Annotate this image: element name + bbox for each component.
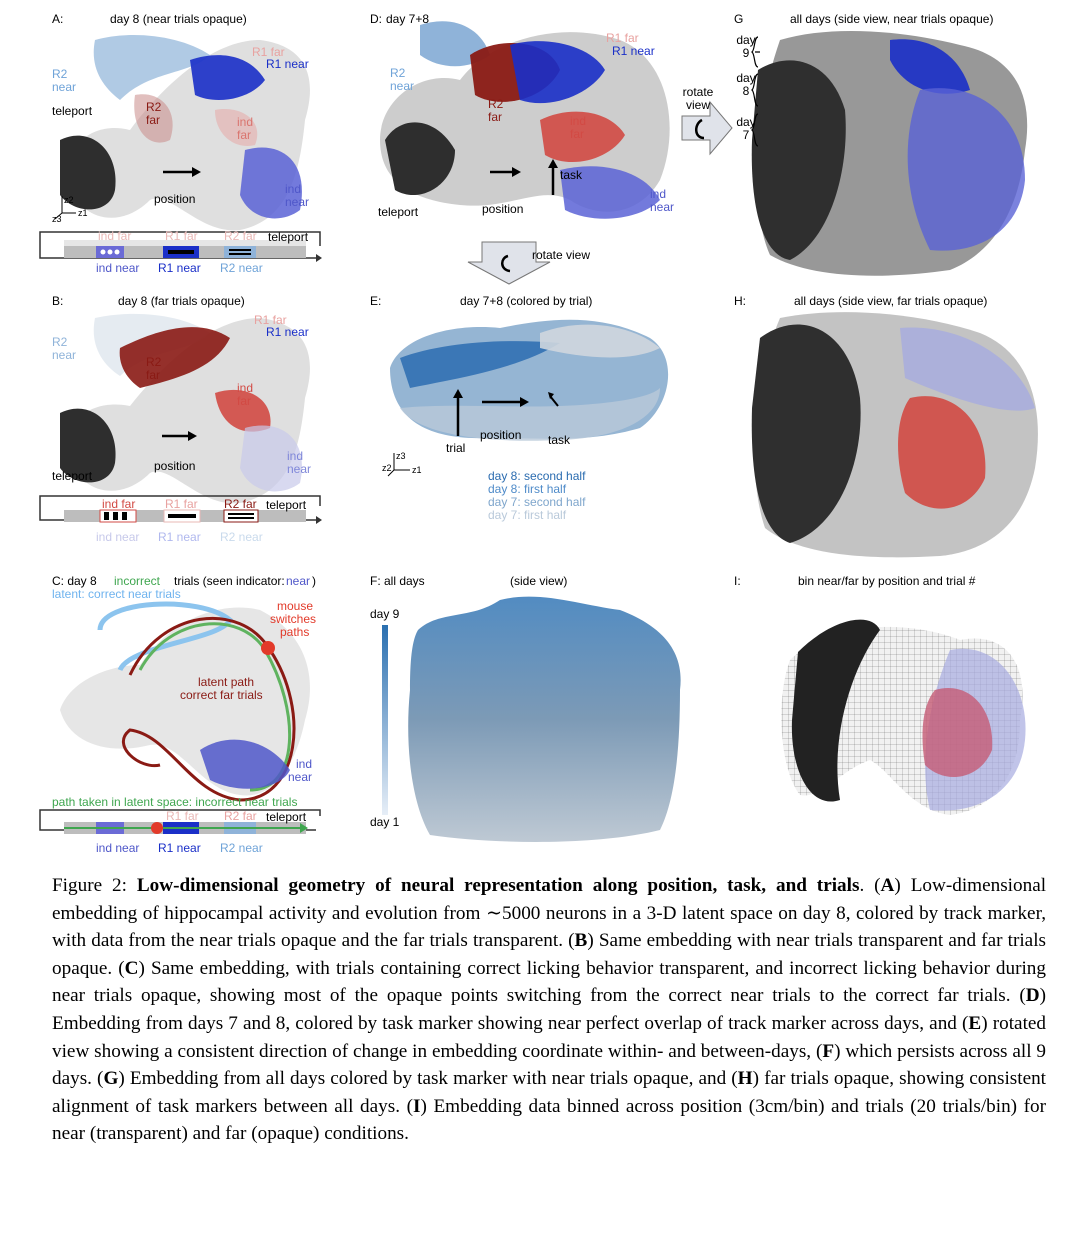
label-b-position: position xyxy=(154,459,196,473)
track-c-r2near: R2 near xyxy=(220,841,263,855)
colorbar-bottom: day 1 xyxy=(370,815,400,829)
track-b-r1near: R1 near xyxy=(158,530,201,544)
label-g-day8: day 8 xyxy=(736,71,756,98)
track-r1far: R1 far xyxy=(165,229,198,243)
track-c-r2far: R2 far xyxy=(224,809,257,823)
track-b-r2near: R2 near xyxy=(220,530,263,544)
panel-c xyxy=(0,570,340,860)
track-indnear: ind near xyxy=(96,261,140,275)
label-b-r2near: R2 near xyxy=(52,335,77,362)
track-r2near: R2 near xyxy=(220,261,263,275)
panel-e-title: day 7+8 (colored by trial) xyxy=(460,294,593,308)
label-e-position: position xyxy=(480,428,522,442)
panel-d xyxy=(360,0,690,285)
panel-b-label: B: xyxy=(52,294,64,308)
label-indfar: ind far xyxy=(237,115,254,142)
label-correct-far: correct far trials xyxy=(180,688,263,702)
axis-z1: z1 xyxy=(78,208,88,218)
label-indnear: ind near xyxy=(285,182,310,209)
label-position: position xyxy=(154,192,196,206)
label-path-taken: path taken in latent space: incorrect near trials xyxy=(52,795,298,809)
label-d-indfar: ind far xyxy=(570,114,587,141)
panel-i xyxy=(680,570,1080,860)
track-b-r2far: R2 far xyxy=(224,497,257,511)
track-c-indnear: ind near xyxy=(96,841,140,855)
panel-a-label: A: xyxy=(52,12,64,26)
track-b-indfar: ind far xyxy=(102,497,136,511)
label-mouse: mouse xyxy=(277,599,314,613)
panel-f-label: F: all days xyxy=(370,574,425,588)
caption-text-h: far trials opaque, showing consistent alignment of task markers between all days. xyxy=(52,1068,1047,1117)
panel-g xyxy=(680,0,1080,285)
caption-panel-c: C xyxy=(124,957,139,979)
label-latent: latent: correct near trials xyxy=(52,587,181,601)
panel-c-title-incorrect: incorrect xyxy=(114,574,161,588)
axis-e-z1: z1 xyxy=(412,465,422,475)
caption-text-c: Same embedding, with trials containing correct licking behavior transparent, and incorrect licking behavior during near trials opaque, showing most of the opaque points switching from the correct near trials to the correct far trials. xyxy=(52,957,1046,1007)
label-switches: switches xyxy=(270,612,317,626)
label-b-indnear: ind near xyxy=(287,449,312,476)
legend-e-2: day 7: second half xyxy=(488,495,586,509)
legend-e-1: day 8: first half xyxy=(488,482,567,496)
axis-e-z3: z3 xyxy=(396,451,406,461)
track-indfar: ind far xyxy=(98,229,132,243)
label-d-r1near: R1 near xyxy=(612,44,655,58)
panel-d-label: D: xyxy=(370,12,382,26)
panel-c-title-rest: trials (seen indicator: xyxy=(174,574,285,588)
caption-text-g: Embedding from all days colored by task marker with near trials opaque, and xyxy=(129,1068,727,1090)
label-g-day7: day 7 xyxy=(736,115,756,142)
panel-f xyxy=(360,570,690,860)
track-b-r1far: R1 far xyxy=(165,497,198,511)
axis-e-z2: z2 xyxy=(382,463,392,473)
caption-text-a: Low-dimensional embedding of hippocampal activity and evolution from ∼5000 neurons in a 3-D latent space on day 8, colored by track marker, with data from the near trials opaque and the far trials transparent. xyxy=(52,875,1047,952)
caption-panel-a: A xyxy=(880,875,895,896)
legend-e-3: day 7: first half xyxy=(488,508,567,522)
label-d-r2near: R2 near xyxy=(390,66,415,93)
caption-text-b: Same embedding with near trials transparent and far trials opaque. xyxy=(52,930,1046,979)
caption-text-d: Embedding from days 7 and 8, colored by task marker showing near perfect overlap of track marker across days, and xyxy=(52,1012,957,1034)
label-d-task: task xyxy=(560,168,583,182)
legend-e-0: day 8: second half xyxy=(488,469,586,483)
caption-panel-h: H xyxy=(737,1068,753,1090)
label-d-teleport: teleport xyxy=(378,205,419,219)
caption-title: Low-dimensional geometry of neural representation along position, task, and trials xyxy=(136,875,860,896)
label-b-r1near: R1 near xyxy=(266,325,309,339)
panel-c-title-near: near xyxy=(286,574,311,588)
panel-d-title: day 7+8 xyxy=(386,12,430,26)
label-d-rotate: rotate view xyxy=(532,248,591,262)
caption-panel-b: B xyxy=(574,930,588,952)
label-g-rotate: rotate view xyxy=(682,85,714,112)
panel-c-label: C: day 8 xyxy=(52,574,97,588)
label-b-indfar: ind far xyxy=(237,381,254,408)
label-teleport: teleport xyxy=(52,104,93,118)
label-e-task: task xyxy=(548,433,571,447)
label-paths: paths xyxy=(280,625,310,639)
caption-panel-f: F xyxy=(822,1040,835,1062)
track-b-teleport: teleport xyxy=(266,498,307,512)
panel-g-label: G xyxy=(734,12,744,26)
panel-a-title: day 8 (near trials opaque) xyxy=(110,12,247,26)
label-d-r1far: R1 far xyxy=(606,31,639,45)
panel-h-title: all days (side view, far trials opaque) xyxy=(794,294,988,308)
panel-g-title: all days (side view, near trials opaque) xyxy=(790,12,994,26)
label-r2far: R2 far xyxy=(146,100,162,127)
label-b-r1far: R1 far xyxy=(254,313,287,327)
caption-panel-g: G xyxy=(103,1068,119,1090)
caption-panel-d: D xyxy=(1025,985,1040,1007)
caption-text-e: rotated view showing a consistent direction of change in embedding coordinate within- and between-days, xyxy=(52,1012,1047,1062)
panel-e-label: E: xyxy=(370,294,382,308)
panel-f-embedding xyxy=(360,570,690,860)
label-c-ind: ind xyxy=(296,757,313,771)
label-latent-path: latent path xyxy=(198,675,255,689)
panel-b-title: day 8 (far trials opaque) xyxy=(118,294,245,308)
caption-panel-i: I xyxy=(413,1095,421,1117)
track-c-r1near: R1 near xyxy=(158,841,201,855)
label-r2near: R2 near xyxy=(52,67,77,94)
panel-e xyxy=(360,288,690,560)
panel-f-title: (side view) xyxy=(510,574,568,588)
colorbar-top: day 9 xyxy=(370,607,400,621)
label-d-r2far: R2 far xyxy=(488,97,504,124)
label-c-near: near xyxy=(288,770,313,784)
panel-c-title-close: ) xyxy=(312,574,316,588)
track-teleport: teleport xyxy=(268,230,309,244)
track-r1near: R1 near xyxy=(158,261,201,275)
label-e-trial: trial xyxy=(446,441,466,455)
panel-h xyxy=(680,288,1080,560)
panel-h-label: H: xyxy=(734,294,746,308)
panel-i-surface xyxy=(680,570,1080,860)
label-d-position: position xyxy=(482,202,524,216)
caption-panel-e: E xyxy=(968,1012,982,1034)
label-g-day9: day 9 xyxy=(736,33,756,60)
label-d-indnear: ind near xyxy=(650,187,675,214)
label-r1near: R1 near xyxy=(266,57,309,71)
axis-z2: z2 xyxy=(64,195,74,205)
panel-i-title: bin near/far by position and trial # xyxy=(798,574,976,588)
track-b-indnear: ind near xyxy=(96,530,140,544)
caption-text-i: Embedding data binned across position (3cm/bin) and trials (20 trials/bin) for near (transparent) and far (opaque) conditions. xyxy=(52,1095,1047,1145)
track-c-teleport: teleport xyxy=(266,810,307,824)
label-b-r2far: R2 far xyxy=(146,355,162,382)
panel-i-label: I: xyxy=(734,574,741,588)
label-r1far: R1 far xyxy=(252,45,285,59)
label-b-teleport: teleport xyxy=(52,469,93,483)
panel-b xyxy=(0,288,340,560)
caption-text-f: which persists across all 9 days. xyxy=(52,1040,1047,1090)
axis-z3: z3 xyxy=(52,214,62,224)
panel-a xyxy=(0,0,340,285)
caption-lead: Figure 2: xyxy=(52,875,127,896)
track-c-r1far: R1 far xyxy=(166,809,199,823)
panel-d-embedding xyxy=(360,0,690,285)
panel-h-embedding xyxy=(680,288,1080,560)
track-r2far: R2 far xyxy=(224,229,257,243)
figure-caption: Figure 2: Low-dimensional geometry of neural representation along position, task, and trials. (A) Low-dimensional embedding of hippocampal activity and evolution from ∼5000 neurons in a 3-D latent space on day 8, colored by track marker, with data from the near trials opaque and the far trials transparent. (B) Same embedding with near trials transparent and far trials opaque. (C) Same embedding, with trials containing correct licking behavior transparent, and incorrect licking behavior during near trials opaque, showing most of the opaque points switching from the correct near trials to the correct far trials. (D) Embedding from days 7 and 8, colored by task marker showing near perfect overlap of track marker across days, and (E) rotated view showing a consistent direction of change in embedding coordinate within- and between-days, (F) which persists across all 9 days. (G) Embedding from all days colored by task marker with near trials opaque, and (H) far trials opaque, showing consistent alignment of task markers between all days. (I) Embedding data binned across position (3cm/bin) and trials (20 trials/bin) for near (transparent) and far (opaque) conditions. xyxy=(52,875,1047,1145)
